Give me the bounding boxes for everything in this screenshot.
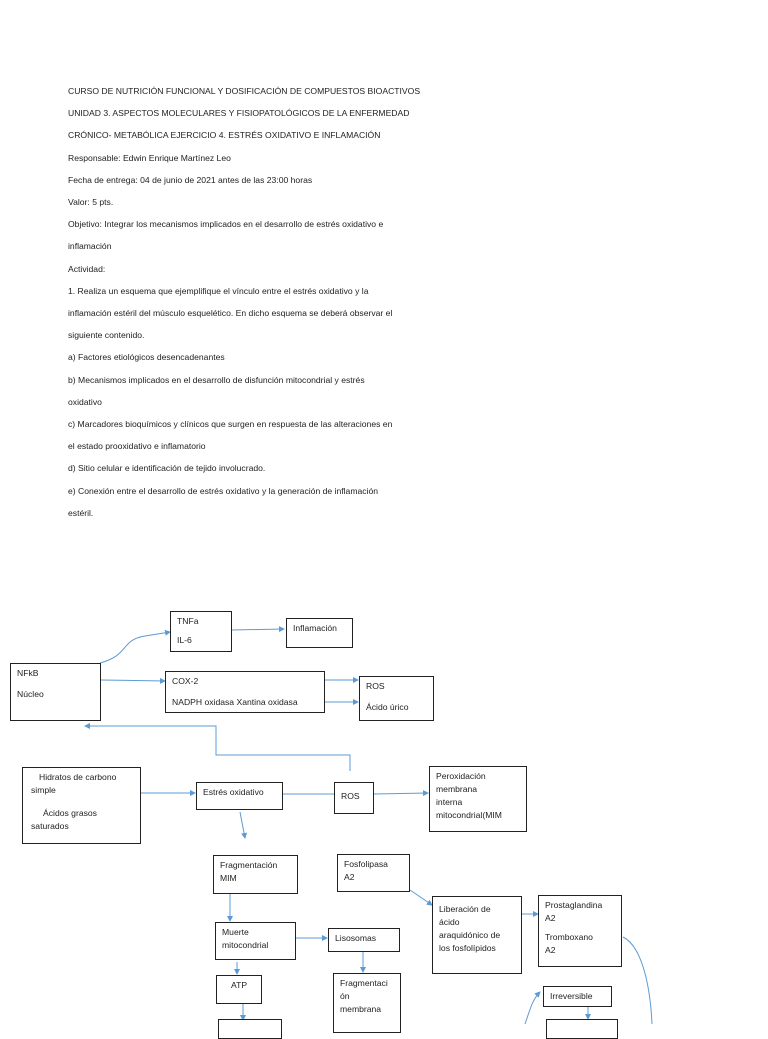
fosfolipidos-label: los fosfolípidos — [439, 943, 496, 953]
doc-line: el estado prooxidativo e inflamatorio — [68, 441, 206, 452]
fosfolipasa-label: Fosfolipasa — [344, 859, 388, 869]
cox2-label: COX-2 — [172, 676, 199, 686]
muerte-box — [215, 922, 296, 960]
nfkb-label: NFkB — [17, 668, 39, 678]
doc-line: b) Mecanismos implicados en el desarrollo de disfunción mitocondrial y estrés — [68, 374, 365, 385]
il6-label: IL-6 — [177, 635, 192, 645]
lisosomas-label: Lisosomas — [335, 933, 377, 943]
irreversible-box — [543, 986, 612, 1007]
doc-line: UNIDAD 3. ASPECTOS MOLECULARES Y FISIOPATOLÓGICOS DE LA ENFERMEDAD — [68, 108, 410, 119]
acido-urico-label: Ácido úrico — [366, 702, 409, 712]
acidos-label: Ácidos grasos — [43, 808, 97, 818]
fragmentaci-label: Fragmentaci — [340, 978, 388, 988]
curve-prostaglandina — [623, 937, 652, 1024]
atp-label: ATP — [231, 980, 248, 990]
doc-line: Objetivo: Integrar los mecanismos implicados en el desarrollo de estrés oxidativo e — [68, 219, 384, 230]
mim-label: MIM — [220, 873, 237, 883]
peroxidacion-label: Peroxidación — [436, 771, 486, 781]
fragmentacion-membrana-box — [333, 973, 401, 1033]
ros-label: ROS — [366, 681, 385, 691]
fragmentacion-mim-box — [213, 855, 298, 894]
prostaglandina-label: Prostaglandina — [545, 900, 603, 910]
doc-line: a) Factores etiológicos desencadenantes — [68, 352, 225, 363]
membrana-frag-label: membrana — [340, 1004, 382, 1014]
fragmentacion-label: Fragmentación — [220, 860, 278, 870]
prostaglandina-box — [538, 895, 622, 967]
irreversible-label: Irreversible — [550, 991, 593, 1001]
doc-line: Actividad: — [68, 263, 106, 274]
inflamacion-label: Inflamación — [293, 623, 337, 633]
simple-label: simple — [31, 785, 56, 795]
atp-box — [216, 975, 262, 1004]
cox2-box — [165, 671, 325, 713]
arrow-estres-down — [240, 812, 245, 838]
estres-label: Estrés oxidativo — [203, 787, 264, 797]
arrow-fosfolipasa-liberacion — [410, 890, 432, 905]
tnfa-label: TNFa — [177, 616, 199, 626]
ros-uric-box — [359, 676, 434, 721]
doc-line: e) Conexión entre el desarrollo de estrés oxidativo y la generación de inflamación — [68, 485, 379, 496]
doc-line: c) Marcadores bioquímicos y clínicos que surgen en respuesta de las alteraciones en — [68, 419, 393, 430]
doc-line: siguiente contenido. — [68, 330, 145, 341]
tromboxano-label: Tromboxano — [545, 932, 593, 942]
peroxidacion-box — [429, 766, 527, 832]
doc-line: d) Sitio celular e identificación de tejido involucrado. — [68, 463, 266, 474]
membrana-label: membrana — [436, 784, 478, 794]
hidratos-box — [22, 767, 141, 844]
bottom-left-box — [218, 1019, 282, 1039]
arrow-tnfa-inflamacion — [232, 629, 284, 630]
doc-line: oxidativo — [68, 396, 102, 407]
hidratos-label: Hidratos de carbono — [39, 772, 117, 782]
araquidonico-label: araquidónico de — [439, 930, 501, 940]
a2-label: A2 — [344, 872, 355, 882]
liberacion-label: Liberación de — [439, 904, 491, 914]
acido-label: ácido — [439, 917, 460, 927]
fosfolipasa-box — [337, 854, 410, 892]
doc-line: estéril. — [68, 507, 94, 518]
ros-mid-box — [334, 782, 374, 814]
mitocondrial-label: mitocondrial(MIM — [436, 810, 502, 820]
nadph-label: NADPH oxidasa Xantina oxidasa — [172, 697, 298, 707]
inflamacion-box — [286, 618, 353, 648]
arrow-nfkb-tnfa — [100, 632, 170, 663]
arrow-curve-irreversible — [525, 992, 540, 1024]
doc-line: Responsable: Edwin Enrique Martínez Leo — [68, 152, 231, 163]
mitocondrial-muerte-label: mitocondrial — [222, 940, 269, 950]
muerte-label: Muerte — [222, 927, 249, 937]
arrow-ros-feedback — [85, 726, 350, 771]
tnfa-box — [170, 611, 232, 652]
doc-line: 1. Realiza un esquema que ejemplifique el vínculo entre el estrés oxidativo y la — [68, 285, 369, 296]
bottom-right-box — [546, 1019, 618, 1039]
doc-line: CURSO DE NUTRICIÓN FUNCIONAL Y DOSIFICACIÓN DE COMPUESTOS BIOACTIVOS — [68, 86, 421, 96]
doc-line: Valor: 5 pts. — [68, 197, 114, 208]
interna-label: interna — [436, 797, 463, 807]
doc-line: CRÓNICO- METABÓLICA EJERCICIO 4. ESTRÉS OXIDATIVO E INFLAMACIÓN — [68, 130, 381, 141]
doc-line: inflamación estéril del músculo esquelético. En dicho esquema se deberá observar el — [68, 308, 393, 319]
arrow-nfkb-cox2 — [101, 680, 165, 681]
saturados-label: saturados — [31, 821, 69, 831]
on-label: ón — [340, 991, 350, 1001]
doc-line: Fecha de entrega: 04 de junio de 2021 antes de las 23:00 horas — [68, 174, 313, 185]
arrow-ros-peroxidacion — [374, 793, 428, 794]
doc-line: inflamación — [68, 241, 112, 252]
nucleo-label: Núcleo — [17, 689, 44, 699]
prostaglandina-a2-label: A2 — [545, 913, 556, 923]
lisosomas-box — [328, 928, 400, 952]
ros-mid-label: ROS — [341, 791, 360, 801]
nfkb-box — [10, 663, 101, 721]
estres-box — [196, 782, 283, 810]
liberacion-box — [432, 896, 522, 974]
tromboxano-a2-label: A2 — [545, 945, 556, 955]
